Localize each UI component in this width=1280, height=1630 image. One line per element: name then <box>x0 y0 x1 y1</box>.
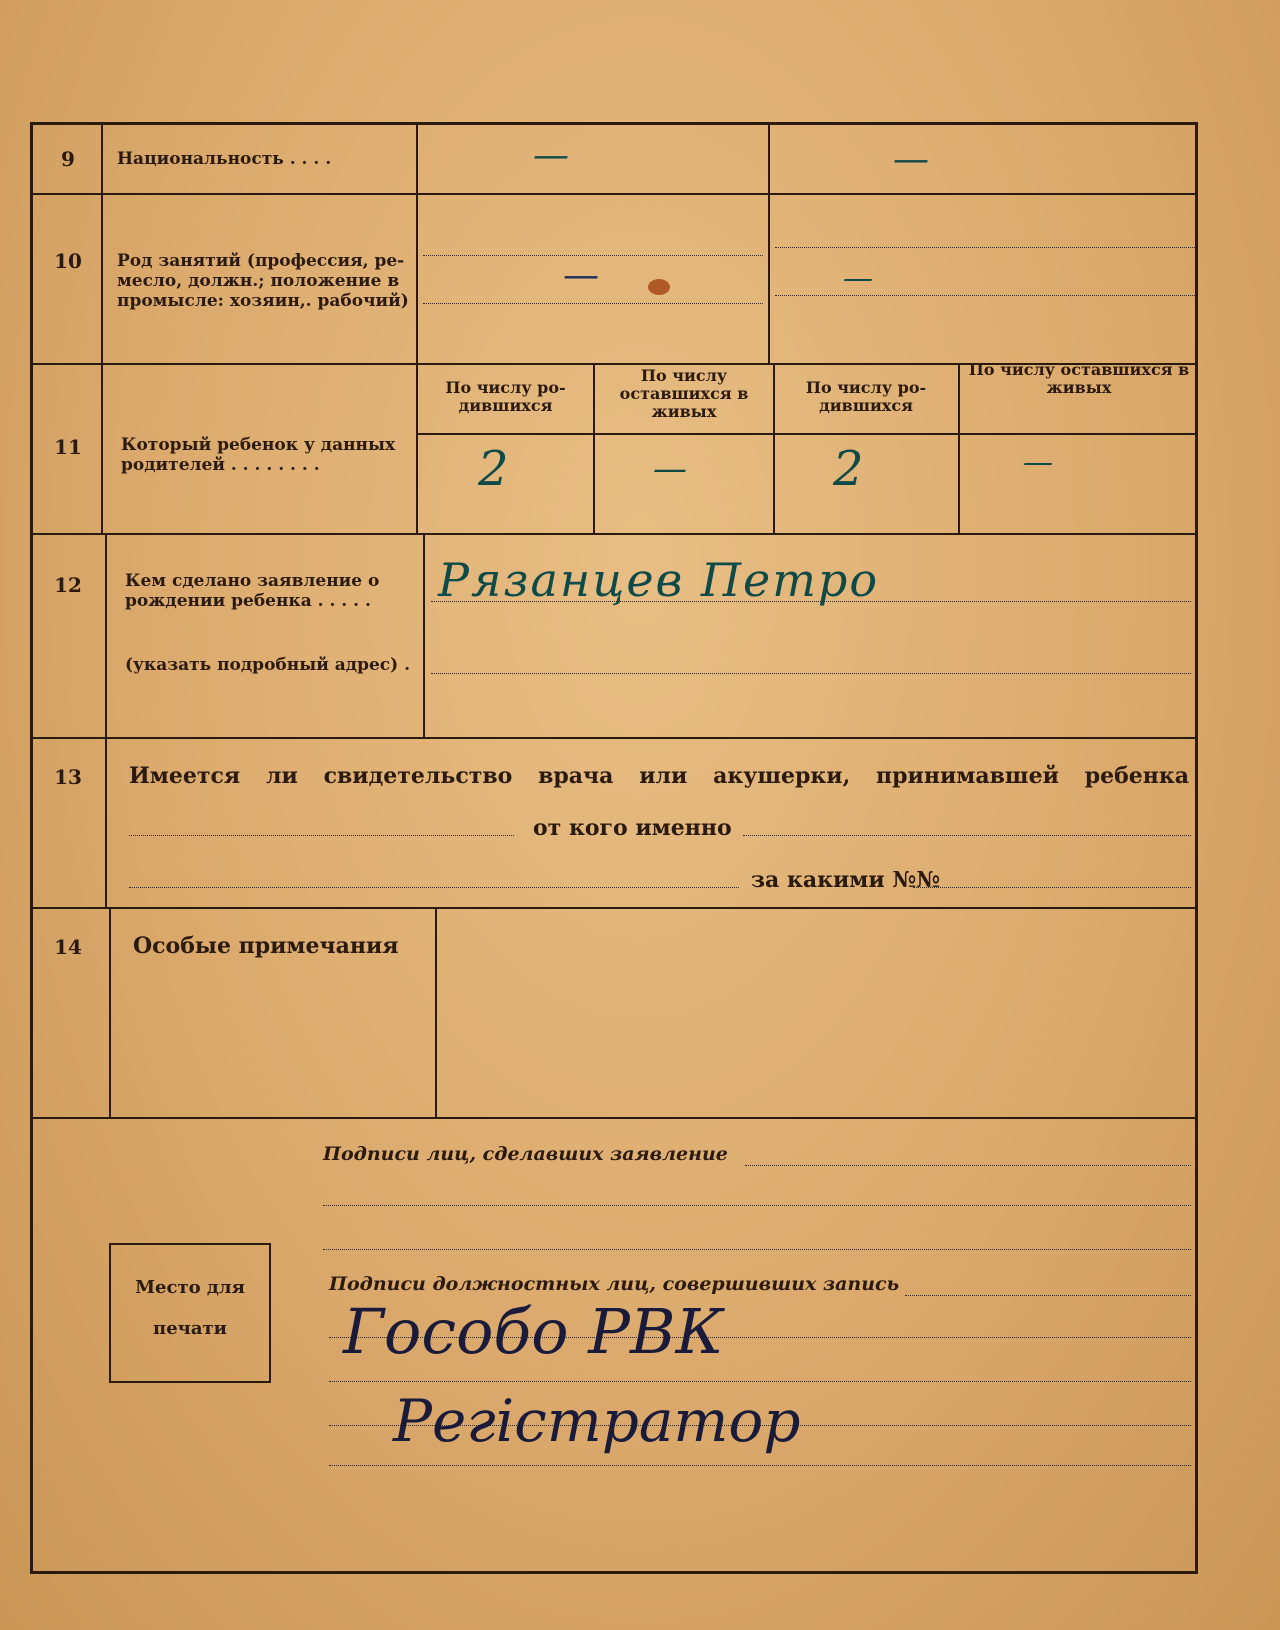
row-number: 9 <box>61 147 75 171</box>
header-alive-mother: По числу оставшихся в живых <box>968 360 1190 397</box>
row-10 <box>33 195 1195 365</box>
nationality-label: Национальность . . . . <box>117 149 332 169</box>
occupation-mother-value: — <box>843 261 873 296</box>
declarant-address-label: (указать подробный адрес) . <box>125 655 411 675</box>
nationality-father-value: — <box>533 135 569 176</box>
official-signature-line2: Регістратор <box>393 1387 801 1455</box>
stamp-label-line1: Место для <box>135 1277 245 1298</box>
stamp-label-line2: печати <box>153 1318 227 1339</box>
occupation-label-line3: промысле: хозяин,. рабочий) <box>117 291 409 311</box>
row-13 <box>33 739 1195 909</box>
alive-father-value: — <box>653 449 687 489</box>
nationality-mother-value: — <box>893 139 929 180</box>
from-whom-label: от кого именно <box>533 815 732 841</box>
child-order-label-line2: родителей . . . . . . . . <box>121 455 320 475</box>
row-number: 12 <box>54 573 82 597</box>
occupation-label-line2: месло, должн.; положение в <box>117 271 400 291</box>
numbers-label: за какими №№ <box>751 867 941 893</box>
header-alive-father: По числу оставшихся в живых <box>619 366 749 421</box>
ink-blot <box>648 279 670 295</box>
declarant-label-line2: рождении ребенка . . . . . <box>125 591 371 611</box>
born-mother-value: 2 <box>833 441 864 497</box>
row-number: 11 <box>54 435 82 459</box>
row-number: 14 <box>54 935 82 959</box>
alive-mother-value: — <box>1023 445 1053 480</box>
declarant-signatures-label: Подписи лиц, сделавших заявление <box>323 1143 728 1165</box>
row-14 <box>33 909 1195 1119</box>
header-born-father: По числу ро-дившихся <box>445 378 566 415</box>
row-number: 13 <box>54 765 82 789</box>
certificate-question: Имеется ли свидетельство врача или акушерки, принимавшей ребенка <box>129 763 1189 789</box>
declarant-label-line1: Кем сделано заявление о <box>125 571 380 591</box>
occupation-father-value: — <box>563 255 599 296</box>
row-11 <box>33 360 1195 535</box>
header-born-mother: По числу ро-дившихся <box>805 378 927 415</box>
child-order-label-line1: Который ребенок у данных <box>121 435 396 455</box>
born-father-value: 2 <box>478 441 509 497</box>
birth-record-form <box>30 122 1198 1574</box>
official-signature-line1: Гособо РВК <box>343 1295 724 1368</box>
row-9 <box>33 125 1195 195</box>
official-signatures-label: Подписи должностных лиц, совершивших запись <box>329 1273 900 1295</box>
notes-label: Особые примечания <box>133 933 399 959</box>
row-12 <box>33 535 1195 739</box>
row-number: 10 <box>54 249 82 273</box>
declarant-signature: Рязанцев Петро <box>438 553 880 607</box>
stamp-placeholder <box>109 1243 271 1383</box>
occupation-label-line1: Род занятий (профессия, ре- <box>117 251 405 271</box>
